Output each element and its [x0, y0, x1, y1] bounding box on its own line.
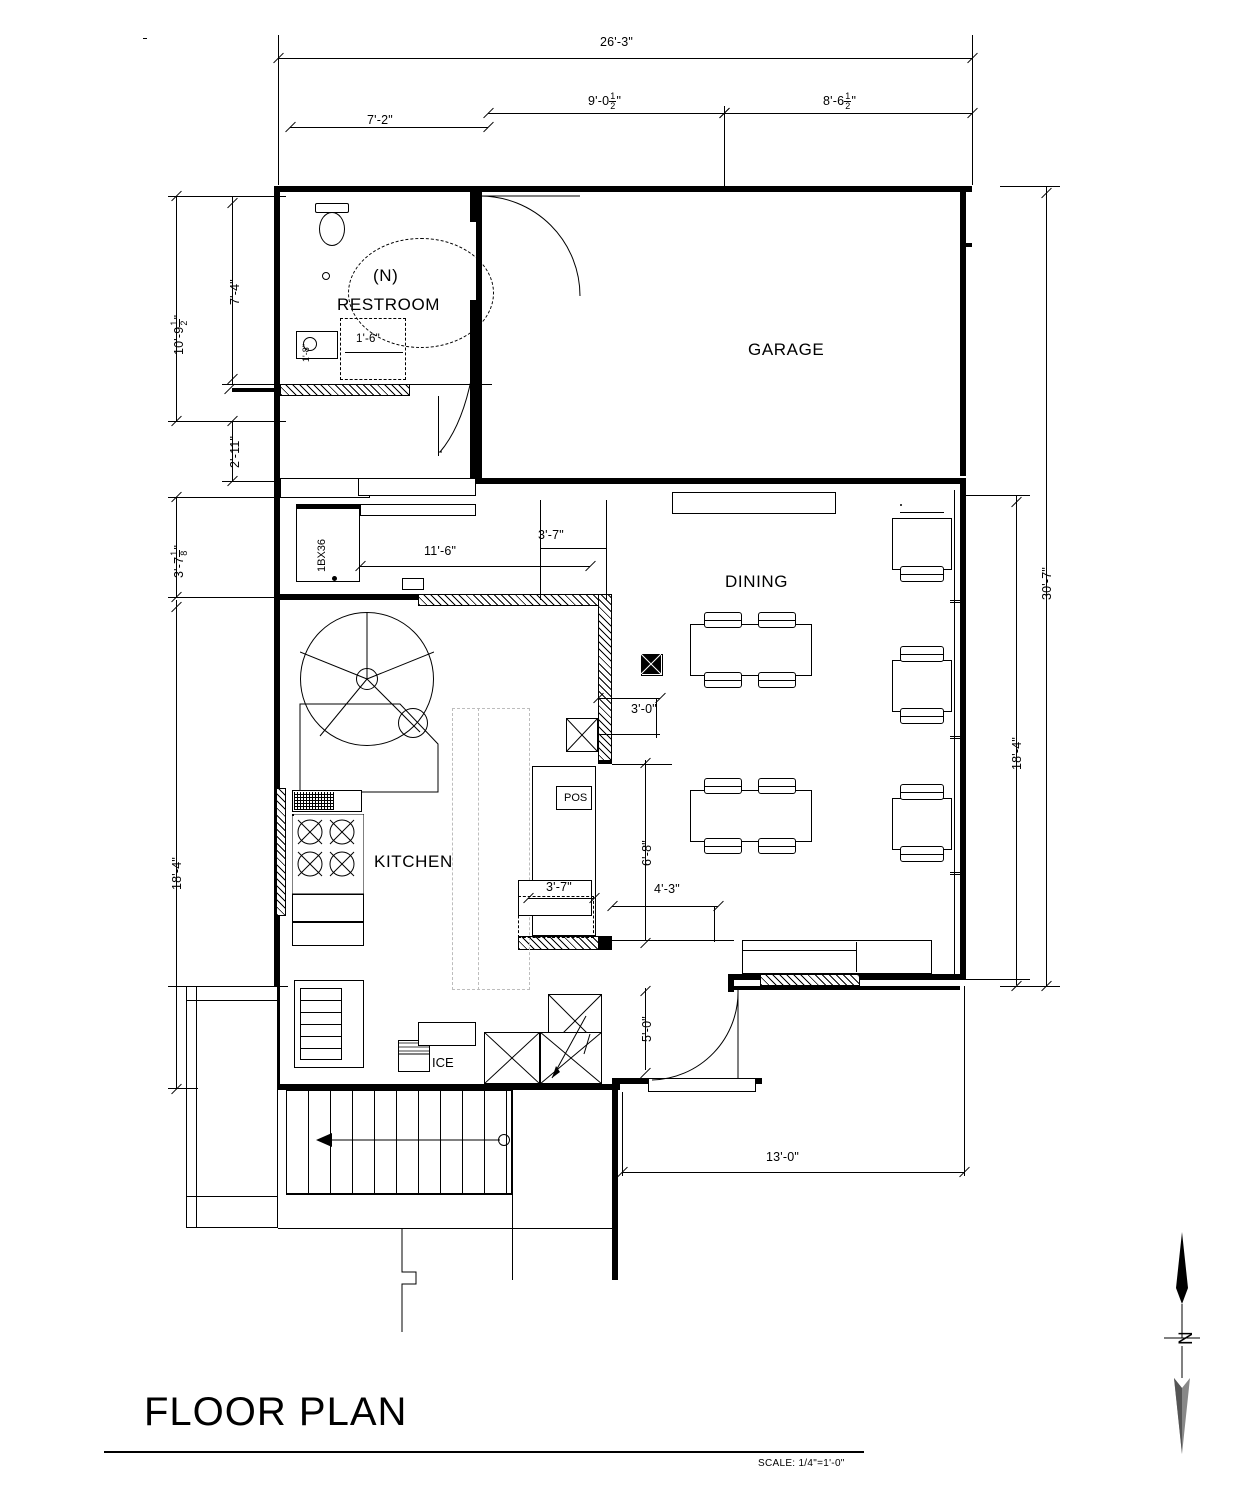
dim-fraction: $\frac{1}{2}$ — [845, 91, 851, 111]
ice-machine-label: ICE — [432, 1055, 454, 1070]
wall-partition-end — [598, 760, 612, 764]
dim-kitchen-width — [424, 544, 456, 558]
counter-segment — [292, 922, 364, 946]
ext-line — [606, 500, 607, 600]
dim-line-dining-door — [598, 698, 660, 699]
chair-back — [758, 846, 796, 847]
dim-pass-through — [546, 880, 572, 894]
sheet-title: FLOOR PLAN — [144, 1390, 408, 1434]
range-burners — [292, 814, 364, 894]
sink-divider — [300, 1048, 342, 1049]
cabinet-marker — [332, 576, 337, 581]
door-leaf-restroom — [438, 396, 439, 456]
room-label-garage: GARAGE — [748, 340, 825, 359]
dim-right-overall — [1040, 567, 1054, 600]
dining-table-wall — [892, 518, 952, 570]
pass-clearance — [518, 896, 594, 938]
dim-line-left-upper — [176, 196, 177, 421]
counter-segment — [856, 942, 932, 972]
dim-text: 9'-0 — [588, 93, 610, 108]
ext-line — [1000, 986, 1060, 987]
storefront-glazing — [954, 490, 955, 980]
wall-above-cabinet — [360, 504, 476, 516]
dim-left-upper-overall: 10'-9 1 2 " — [169, 314, 189, 355]
dim-line-restroom-door — [345, 352, 403, 353]
ext-line — [966, 495, 1030, 496]
dim-text: 3'-7" — [538, 528, 564, 542]
column-marker-x — [641, 654, 661, 674]
stair-landing-edge — [286, 1194, 512, 1195]
north-label: N — [1176, 1331, 1197, 1345]
room-label-kitchen: KITCHEN — [374, 852, 453, 871]
dining-chair — [900, 504, 902, 506]
dim-text: 1'-6" — [356, 333, 380, 345]
ext-line — [612, 940, 734, 941]
dim-small-jog: 3'-7 1 8 " — [169, 544, 189, 578]
dish-sink-right-x — [484, 1032, 540, 1084]
chair-back — [704, 786, 742, 787]
dim-line-bottom-overall — [622, 1172, 964, 1173]
chair-back — [900, 716, 944, 717]
dim-exit-door — [640, 1016, 654, 1042]
dim-pass-depth — [640, 840, 654, 866]
dim-line-top-left-seg — [290, 127, 488, 128]
sink-divider — [300, 1024, 342, 1025]
chair-back — [900, 792, 944, 793]
ext-line — [1000, 186, 1060, 187]
stair-tread — [308, 1090, 309, 1194]
ext-line — [622, 1092, 623, 1176]
dim-pass-offset — [654, 882, 680, 896]
dim-kitchen-offset — [538, 528, 564, 542]
landing-line — [196, 986, 197, 1228]
ext-line — [168, 986, 288, 987]
dim-text: 18'-4" — [1010, 736, 1024, 770]
dim-bottom-overall — [766, 1150, 799, 1164]
dim-dining-door — [631, 702, 657, 716]
toilet-bowl — [319, 212, 345, 246]
wall-jog-right — [960, 243, 972, 247]
room-label-restroom-line1: (N) — [373, 266, 399, 285]
stair-direction-arrow — [310, 1128, 510, 1152]
dining-table-wall — [892, 798, 952, 850]
chair-back — [704, 846, 742, 847]
ext-line — [168, 597, 288, 598]
window-mullion — [950, 602, 966, 603]
ext-line — [966, 979, 1030, 980]
garage-door-opening — [672, 492, 836, 514]
wall-exterior-top — [274, 186, 972, 192]
partition-window-x — [566, 718, 598, 752]
ext-line — [656, 698, 657, 738]
pos-label: POS — [564, 792, 588, 804]
dim-text: 6'-8" — [640, 840, 654, 866]
corner-counter-outline — [296, 700, 442, 796]
wall-hall-bottom — [280, 478, 370, 498]
wall-kitchen-top-hatch — [418, 594, 612, 606]
ext-line-top-mid — [724, 106, 725, 186]
dim-fraction: 1 2 — [169, 320, 189, 326]
wall-dining-bottom-outer — [728, 986, 960, 990]
ext-line — [540, 500, 541, 600]
dim-text: 30'-7" — [1040, 566, 1054, 600]
dim-restroom-height — [228, 279, 242, 305]
dim-line-pass-through — [528, 898, 594, 899]
dim-right-dining — [1010, 737, 1024, 770]
dim-line-pass-offset — [612, 906, 718, 907]
title-underline — [104, 1451, 864, 1453]
wall-pass-corner — [598, 936, 612, 950]
ext-line — [612, 764, 672, 765]
chair-back — [704, 680, 742, 681]
oven-below — [292, 894, 364, 922]
chair-back — [900, 854, 944, 855]
cabinet-top-edge — [296, 504, 360, 508]
wall-hall-bottom-2 — [358, 478, 476, 496]
kitchen-small-fixture — [402, 578, 424, 590]
ice-bin — [418, 1022, 476, 1046]
dim-line-kitchen-offset — [540, 548, 606, 549]
dim-text: 26'-3" — [600, 35, 634, 49]
dim-line-top-mid-seg — [488, 113, 724, 114]
dim-fraction: $\frac{1}{2}$ — [610, 91, 616, 111]
ext-line — [168, 1088, 198, 1089]
dim-restroom-door — [356, 333, 380, 345]
chair-back — [758, 786, 796, 787]
base-cabinet-label: 1BX36 — [316, 538, 328, 572]
wall-dining-bottom-hatch — [760, 974, 860, 986]
dim-text: 10'-9 — [171, 326, 186, 355]
dining-table-wall — [892, 660, 952, 712]
wall-kitchen-dining-partition — [598, 594, 612, 764]
wall-exterior-left-mid — [274, 498, 280, 602]
wall-left-hatch — [276, 788, 286, 916]
chair-back — [900, 512, 944, 513]
dim-line-left-lower — [176, 600, 177, 1088]
landing-line — [186, 1196, 278, 1197]
dining-table — [690, 790, 812, 842]
wall-dining-right — [960, 484, 966, 980]
dish-arrows — [540, 1010, 602, 1086]
ext-line — [964, 986, 965, 1176]
base-cabinet-1bx36 — [296, 508, 360, 582]
ext-line — [168, 196, 286, 197]
window-mullion — [950, 872, 966, 873]
dim-text: 7'-2" — [367, 113, 393, 127]
door-swing-exit — [648, 988, 744, 1088]
dining-table — [690, 624, 812, 676]
handrail-terminal — [498, 1134, 510, 1146]
chair-back — [704, 620, 742, 621]
door-jamb — [476, 192, 480, 200]
dim-line-top-right-seg — [724, 113, 972, 114]
sink-divider — [300, 1012, 342, 1013]
dim-top-overall — [600, 35, 633, 49]
room-label-dining: DINING — [725, 572, 789, 591]
room-label-restroom-line2: RESTROOM — [337, 295, 441, 314]
dim-text: 5'-0" — [640, 1016, 654, 1042]
dim-text: 18'-4" — [170, 856, 184, 890]
landing-line — [186, 1000, 278, 1001]
dim-line-kitchen-width — [360, 566, 590, 567]
wall-garage-bottom — [476, 478, 966, 484]
ext-line — [598, 734, 660, 735]
dim-text: 7'-4" — [228, 279, 242, 305]
floor-drain — [322, 272, 330, 280]
chair-back — [900, 654, 944, 655]
sink-divider — [300, 1036, 342, 1037]
wall-right-of-stairs — [612, 1084, 618, 1280]
dim-top-mid-segment: 9'-0 $\frac{1}{2}$ " — [588, 91, 622, 111]
ext-line — [714, 906, 715, 942]
dim-left-lower-overall — [170, 857, 184, 890]
wall-left-extension — [232, 388, 280, 392]
restroom-fixture-clearance — [340, 318, 406, 380]
window-mullion — [950, 600, 966, 601]
scale-note: SCALE: 1/4"=1'-0" — [758, 1458, 845, 1469]
dim-text: 3'-7" — [546, 880, 572, 894]
dim-text: 11'-6" — [424, 544, 457, 558]
dim-text: 2'-11" — [228, 435, 242, 468]
window-mullion — [950, 736, 966, 737]
chair-back — [900, 574, 944, 575]
dim-top-right-segment: 8'-6 $\frac{1}{2}$ " — [823, 91, 857, 111]
wall-garage-right-upper — [960, 186, 966, 246]
exterior-landing — [186, 986, 278, 1228]
window-mullion — [950, 738, 966, 739]
ext-line — [168, 497, 288, 498]
chair-back — [758, 680, 796, 681]
wall-exterior-left-upper — [274, 186, 280, 498]
chair-back — [758, 620, 796, 621]
dim-text: 8'-6 — [823, 93, 845, 108]
dim-wall-jog — [228, 436, 242, 468]
dim-fraction: 1 8 — [169, 550, 189, 556]
walkway-ramp — [388, 1228, 448, 1338]
stair-wall-right — [512, 1090, 513, 1280]
sink-divider — [300, 1000, 342, 1001]
dim-line-top-overall — [278, 58, 972, 59]
window-mullion — [950, 874, 966, 875]
wall-garage-right — [960, 246, 966, 476]
sink-dim-label: 1'-8" — [301, 344, 311, 362]
dim-text: 4'-3" — [654, 882, 680, 896]
registration-mark — [143, 38, 147, 39]
wall-restroom-bottom — [280, 384, 410, 396]
dim-top-left-segment — [367, 113, 393, 127]
kitchen-work-zone-line — [478, 708, 530, 990]
dim-text: 3'-7 — [171, 556, 186, 578]
dim-text: 3'-0" — [631, 702, 657, 716]
dim-text: 13'-0" — [766, 1150, 800, 1164]
counter-grill-pattern — [294, 792, 334, 810]
